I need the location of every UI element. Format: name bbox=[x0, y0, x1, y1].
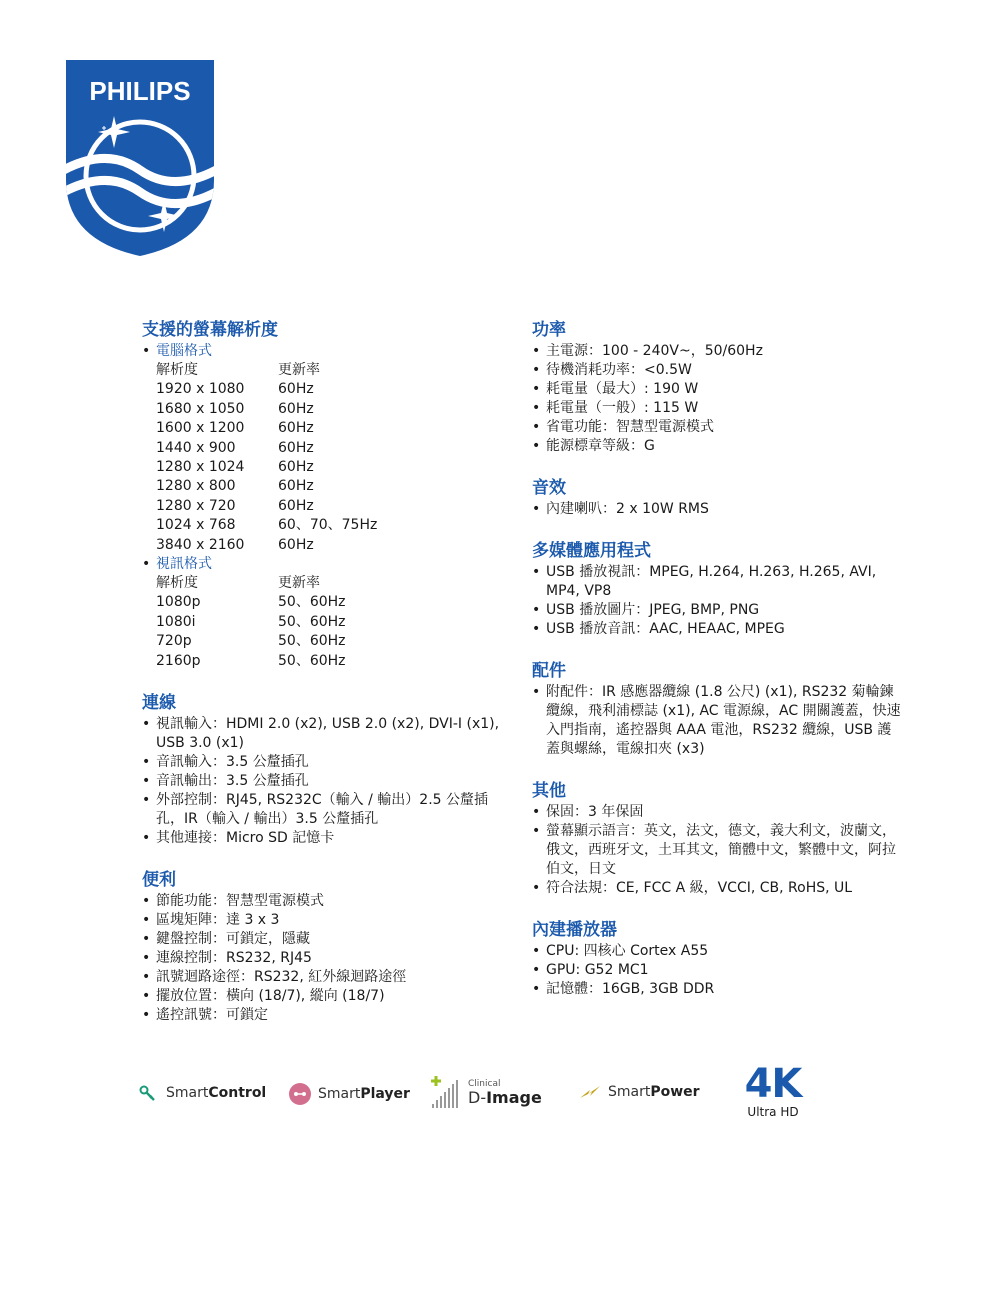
power-title: 功率 bbox=[532, 320, 566, 340]
smartplayer-logo: Smart Player bbox=[288, 1082, 410, 1106]
list-item: • 遙控訊號：可鎖定 bbox=[142, 1006, 514, 1025]
table-head: 解析度 bbox=[156, 362, 198, 378]
list-item: • 記憶體：16GB, 3GB DDR bbox=[532, 980, 904, 999]
table-row: 1280 x 1024 60Hz bbox=[156, 459, 314, 476]
pc-resolution-table bbox=[156, 361, 478, 555]
video-format-list bbox=[142, 555, 514, 574]
right-column bbox=[532, 318, 904, 999]
pc-format-list bbox=[142, 342, 514, 361]
table-row: 1024 x 768 60、70、75Hz bbox=[156, 517, 378, 534]
convenience-title: 便利 bbox=[142, 870, 176, 891]
table-row: 1600 x 1200 60Hz bbox=[156, 420, 314, 437]
convenience-list bbox=[142, 892, 514, 1025]
brand-name: PHILIPS bbox=[89, 76, 191, 106]
4k-ultra-hd-logo: 4K Ultra HD bbox=[744, 1061, 802, 1119]
list-item: • 耗電量（最大）: 190 W bbox=[532, 380, 904, 399]
table-row: 1080p 50、60Hz bbox=[156, 594, 346, 611]
table-head: 解析度 bbox=[156, 575, 198, 592]
misc-title: 其他 bbox=[532, 781, 566, 801]
list-item: • 螢幕顯示語言：英文，法文，德文，義大利文，波蘭文，俄文，西班牙文，土耳其文，簡體中文，繁體中文，阿拉伯文，日文 bbox=[532, 822, 904, 879]
pc-format-label: 電腦格式 bbox=[156, 343, 212, 359]
accessories-list bbox=[532, 683, 904, 759]
table-row: 2160p 50、60Hz bbox=[156, 652, 346, 669]
list-item: • 音訊輸出：3.5 公釐插孔 bbox=[142, 772, 514, 791]
smartplayer-icon bbox=[288, 1082, 312, 1106]
smartcontrol-logo: Smart Control bbox=[138, 1084, 266, 1102]
list-item: • USB 播放視訊：MPEG, H.264, H.263, H.265, AVI, MP4, VP8 bbox=[532, 563, 904, 601]
list-item: • USB 播放圖片：JPEG, BMP, PNG bbox=[532, 601, 904, 620]
table-row: 3840 x 2160 60Hz bbox=[156, 536, 314, 553]
list-item: • 省電功能：智慧型電源模式 bbox=[532, 418, 904, 437]
table-row: 720p 50、60Hz bbox=[156, 633, 346, 650]
player-title: 內建播放器 bbox=[532, 920, 617, 940]
table-row: 1920 x 1080 60Hz bbox=[156, 381, 314, 398]
smartpower-logo: Smart Power bbox=[578, 1084, 700, 1100]
sound-title: 音效 bbox=[532, 478, 566, 498]
table-row: 1680 x 1050 60Hz bbox=[156, 400, 314, 417]
list-item: • 其他連接：Micro SD 記憶卡 bbox=[142, 829, 514, 848]
table-row: 1440 x 900 60Hz bbox=[156, 439, 314, 456]
list-item: • USB 播放音訊：AAC, HEAAC, MPEG bbox=[532, 620, 904, 639]
smartpower-icon bbox=[578, 1084, 602, 1100]
list-item: • 區塊矩陣：達 3 x 3 bbox=[142, 911, 514, 930]
video-format-label: 視訊格式 bbox=[156, 556, 212, 573]
list-item: • 鍵盤控制：可鎖定，隱藏 bbox=[142, 930, 514, 949]
sound-list bbox=[532, 500, 904, 519]
accessories-title: 配件 bbox=[532, 661, 566, 681]
table-head: 更新率 bbox=[278, 575, 320, 592]
misc-list bbox=[532, 803, 904, 898]
list-item: • 內建喇叭：2 x 10W RMS bbox=[532, 500, 904, 519]
list-item: • 節能功能：智慧型電源模式 bbox=[142, 892, 514, 911]
left-column bbox=[142, 318, 514, 1025]
list-item: • 訊號迴路途徑：RS232, 紅外線迴路途徑 bbox=[142, 968, 514, 987]
list-item: • 附配件：IR 感應器纜線 (1.8 公尺) (x1), RS232 菊輪鍊纜線，飛利浦標誌 (x1), AC 電源線，AC 開關護蓋，快速入門指南，遙控器與 AAA 電池，RS232 纜線，USB 護蓋與螺絲，電線扣夾 (x3) bbox=[532, 683, 904, 759]
table-head: 更新率 bbox=[278, 362, 320, 378]
resolution-title: 支援的螢幕解析度 bbox=[142, 320, 278, 340]
list-item: • 保固：3 年保固 bbox=[532, 803, 904, 822]
feature-logos bbox=[138, 1061, 818, 1130]
list-item: • 耗電量（一般）: 115 W bbox=[532, 399, 904, 418]
list-item: • GPU: G52 MC1 bbox=[532, 961, 904, 980]
multimedia-list bbox=[532, 563, 904, 639]
table-row: 1280 x 720 60Hz bbox=[156, 497, 314, 514]
table-row: 1080i 50、60Hz bbox=[156, 613, 346, 630]
list-item: • 待機消耗功率：<0.5W bbox=[532, 361, 904, 380]
list-item: • 外部控制：RJ45, RS232C（輸入 / 輸出）2.5 公釐插孔，IR（輸入 / 輸出）3.5 公釐插孔 bbox=[142, 791, 514, 829]
list-item: • 主電源：100 - 240V~，50/60Hz bbox=[532, 342, 904, 361]
smartcontrol-icon bbox=[138, 1084, 160, 1102]
list-item: • 連線控制：RS232, RJ45 bbox=[142, 949, 514, 968]
list-item: • 能源標章等級：G bbox=[532, 437, 904, 456]
video-resolution-table bbox=[156, 574, 478, 671]
dimage-logo: Clinical D-Image bbox=[430, 1074, 542, 1108]
list-item: • 符合法規：CE, FCC A 級，VCCI, CB, RoHS, UL bbox=[532, 879, 904, 898]
list-item: • 擺放位置：橫向 (18/7), 縱向 (18/7) bbox=[142, 987, 514, 1006]
philips-logo bbox=[66, 60, 214, 256]
table-row: 1280 x 800 60Hz bbox=[156, 478, 314, 495]
multimedia-title: 多媒體應用程式 bbox=[532, 541, 651, 561]
power-list bbox=[532, 342, 904, 456]
connectivity-title: 連線 bbox=[142, 693, 176, 714]
list-item: • 視訊輸入：HDMI 2.0 (x2), USB 2.0 (x2), DVI-I (x1), USB 3.0 (x1) bbox=[142, 715, 514, 753]
dimage-icon bbox=[430, 1074, 462, 1108]
player-list bbox=[532, 942, 904, 999]
list-item: • 音訊輸入：3.5 公釐插孔 bbox=[142, 753, 514, 772]
list-item: • CPU: 四核心 Cortex A55 bbox=[532, 942, 904, 961]
connectivity-list bbox=[142, 715, 514, 848]
